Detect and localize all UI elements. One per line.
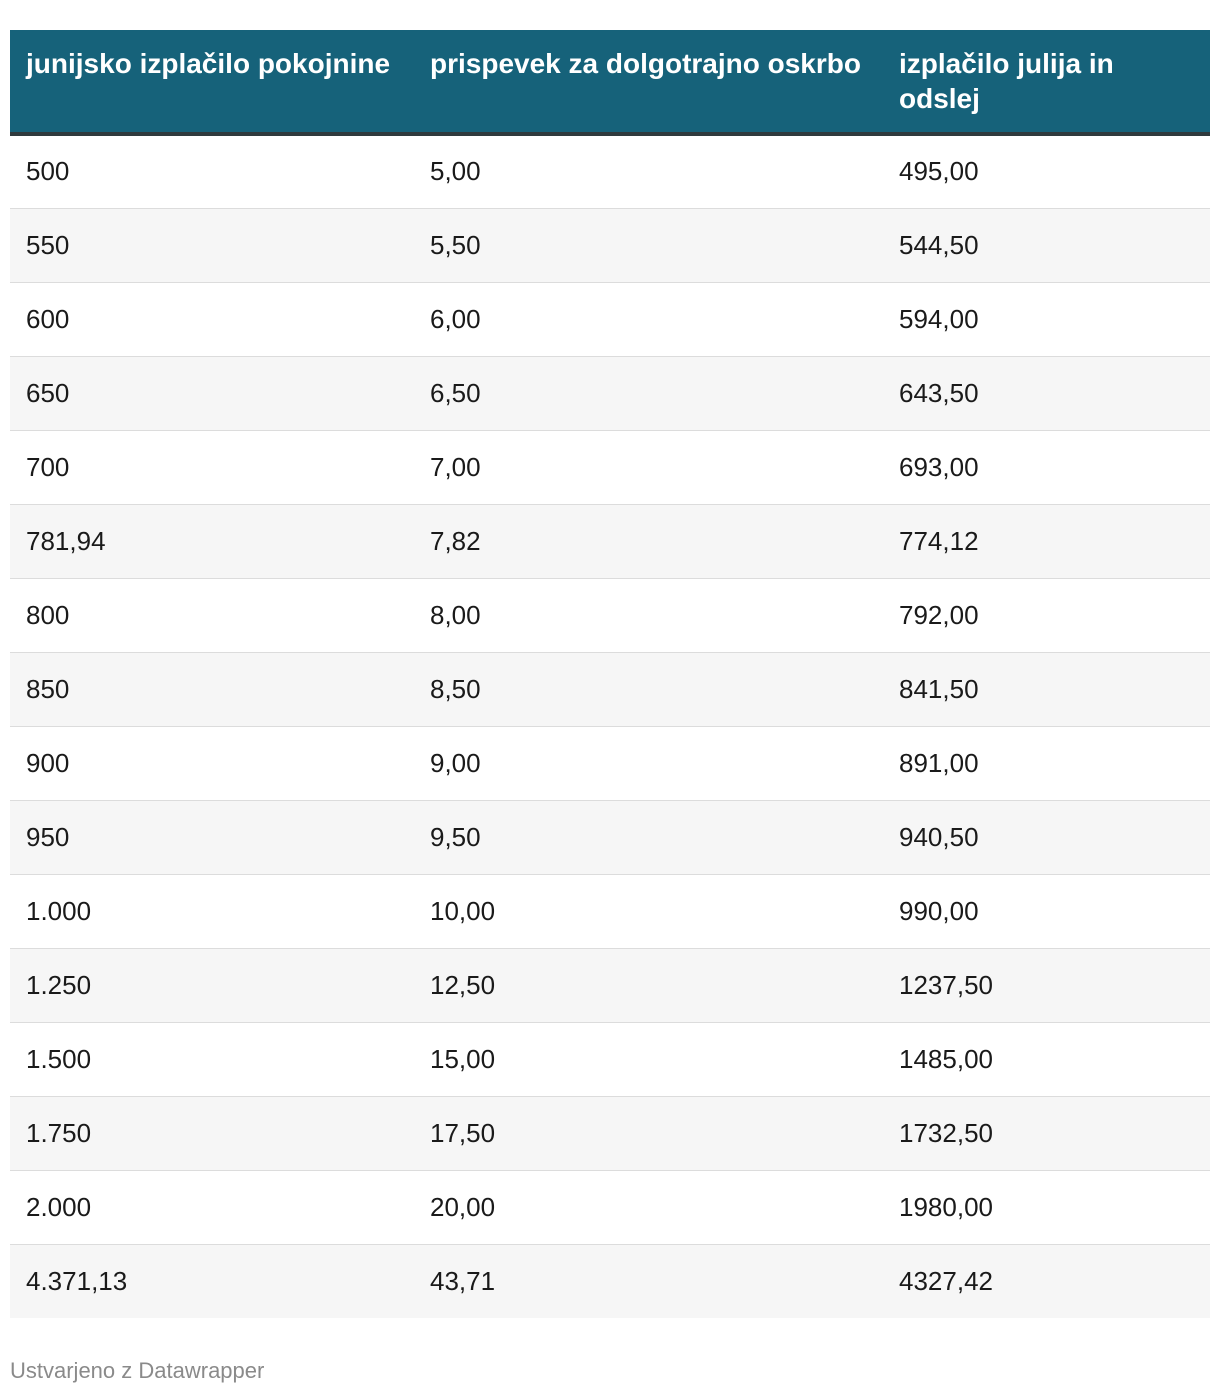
datawrapper-credit[interactable]: Ustvarjeno z Datawrapper	[10, 1358, 265, 1383]
cell-july-payment: 4327,42	[883, 1244, 1210, 1318]
cell-july-payment: 990,00	[883, 874, 1210, 948]
cell-ltc-contribution: 8,50	[414, 652, 883, 726]
column-header-june-payment[interactable]: junijsko izplačilo pokojnine	[10, 30, 414, 134]
cell-june-payment: 1.250	[10, 948, 414, 1022]
cell-ltc-contribution: 20,00	[414, 1170, 883, 1244]
cell-july-payment: 544,50	[883, 208, 1210, 282]
cell-june-payment: 500	[10, 134, 414, 208]
cell-ltc-contribution: 15,00	[414, 1022, 883, 1096]
cell-ltc-contribution: 7,82	[414, 504, 883, 578]
cell-july-payment: 792,00	[883, 578, 1210, 652]
table-row	[10, 1244, 1210, 1318]
table-row	[10, 282, 1210, 356]
table-header-row	[10, 30, 1210, 134]
table-header	[10, 30, 1210, 134]
table-row	[10, 1096, 1210, 1170]
table-row	[10, 1022, 1210, 1096]
cell-ltc-contribution: 6,50	[414, 356, 883, 430]
column-header-ltc-contribution[interactable]: prispevek za dolgotrajno oskrbo	[414, 30, 883, 134]
cell-june-payment: 950	[10, 800, 414, 874]
cell-ltc-contribution: 8,00	[414, 578, 883, 652]
table-row	[10, 504, 1210, 578]
cell-june-payment: 1.750	[10, 1096, 414, 1170]
cell-june-payment: 4.371,13	[10, 1244, 414, 1318]
cell-july-payment: 891,00	[883, 726, 1210, 800]
cell-july-payment: 1732,50	[883, 1096, 1210, 1170]
cell-ltc-contribution: 12,50	[414, 948, 883, 1022]
cell-july-payment: 495,00	[883, 134, 1210, 208]
cell-july-payment: 1980,00	[883, 1170, 1210, 1244]
cell-july-payment: 774,12	[883, 504, 1210, 578]
cell-july-payment: 841,50	[883, 652, 1210, 726]
cell-ltc-contribution: 43,71	[414, 1244, 883, 1318]
table-row	[10, 1170, 1210, 1244]
table-row	[10, 800, 1210, 874]
cell-july-payment: 693,00	[883, 430, 1210, 504]
cell-july-payment: 1237,50	[883, 948, 1210, 1022]
cell-july-payment: 643,50	[883, 356, 1210, 430]
cell-june-payment: 700	[10, 430, 414, 504]
cell-june-payment: 550	[10, 208, 414, 282]
cell-ltc-contribution: 7,00	[414, 430, 883, 504]
pension-table	[10, 30, 1210, 1318]
column-header-july-payment[interactable]: izplačilo julija in odslej	[883, 30, 1210, 134]
table-row	[10, 948, 1210, 1022]
table-row	[10, 356, 1210, 430]
cell-june-payment: 650	[10, 356, 414, 430]
cell-ltc-contribution: 9,00	[414, 726, 883, 800]
cell-june-payment: 1.500	[10, 1022, 414, 1096]
cell-june-payment: 781,94	[10, 504, 414, 578]
data-table-container	[10, 30, 1210, 1318]
table-row	[10, 874, 1210, 948]
cell-ltc-contribution: 17,50	[414, 1096, 883, 1170]
cell-ltc-contribution: 10,00	[414, 874, 883, 948]
cell-ltc-contribution: 9,50	[414, 800, 883, 874]
cell-july-payment: 594,00	[883, 282, 1210, 356]
cell-june-payment: 900	[10, 726, 414, 800]
cell-ltc-contribution: 6,00	[414, 282, 883, 356]
cell-june-payment: 1.000	[10, 874, 414, 948]
table-row	[10, 430, 1210, 504]
cell-june-payment: 600	[10, 282, 414, 356]
cell-ltc-contribution: 5,00	[414, 134, 883, 208]
table-row	[10, 578, 1210, 652]
table-row	[10, 652, 1210, 726]
cell-ltc-contribution: 5,50	[414, 208, 883, 282]
table-body	[10, 134, 1210, 1318]
cell-june-payment: 850	[10, 652, 414, 726]
table-row	[10, 134, 1210, 208]
cell-june-payment: 800	[10, 578, 414, 652]
table-row	[10, 726, 1210, 800]
cell-july-payment: 940,50	[883, 800, 1210, 874]
cell-july-payment: 1485,00	[883, 1022, 1210, 1096]
table-row	[10, 208, 1210, 282]
cell-june-payment: 2.000	[10, 1170, 414, 1244]
